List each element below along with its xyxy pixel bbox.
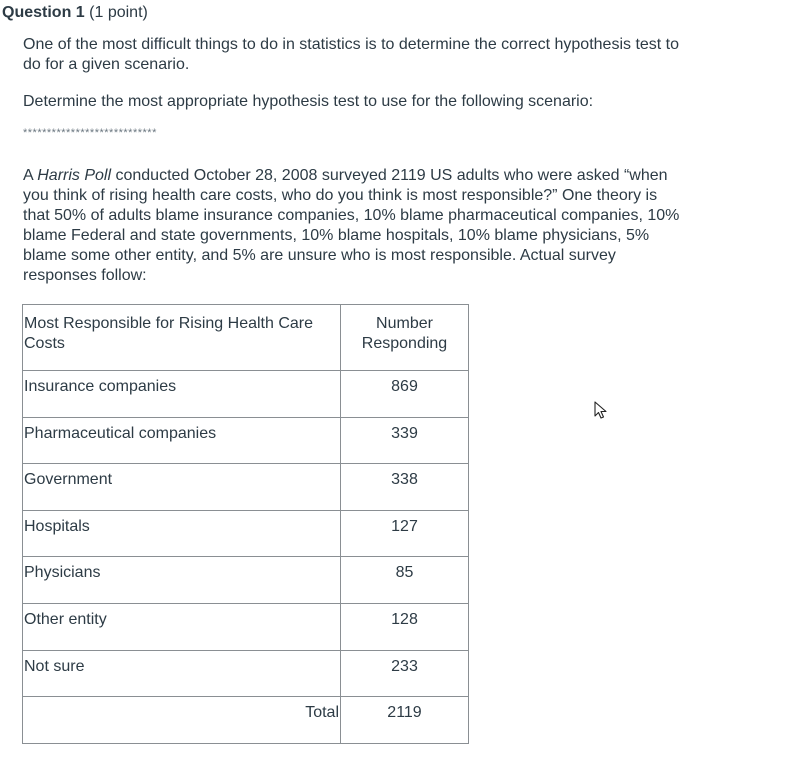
survey-responses-table (22, 304, 469, 744)
row-value: 85 (341, 557, 469, 604)
header-number: Number Responding (341, 305, 469, 371)
table-header-row (23, 305, 469, 371)
table-row (23, 510, 469, 557)
row-value: 339 (341, 417, 469, 464)
question-header (2, 4, 148, 22)
row-label: Pharmaceutical companies (23, 417, 341, 464)
scenario-prefix: A (23, 167, 38, 184)
table-total-row (23, 697, 469, 744)
table-row (23, 650, 469, 697)
scenario-text (23, 166, 683, 286)
row-label: Insurance companies (23, 371, 341, 418)
question-points: (1 point) (89, 4, 148, 21)
question-body (23, 35, 683, 286)
question-title: Question 1 (2, 4, 85, 21)
row-value: 869 (341, 371, 469, 418)
total-value: 2119 (341, 697, 469, 744)
instruction-text: Determine the most appropriate hypothesis test to use for the following scenario: (23, 93, 594, 110)
mouse-pointer-icon (594, 401, 610, 421)
row-value: 128 (341, 603, 469, 650)
table-row (23, 417, 469, 464)
row-label: Government (23, 464, 341, 511)
table-row (23, 371, 469, 418)
intro-text: One of the most difficult things to do in statistics is to determine the correct hypothesis test to do for a given scenario. (23, 36, 680, 73)
table-row (23, 464, 469, 511)
row-value: 127 (341, 510, 469, 557)
total-label: Total (23, 697, 341, 744)
table-row (23, 603, 469, 650)
row-label: Other entity (23, 603, 341, 650)
row-label: Physicians (23, 557, 341, 604)
header-responsible: Most Responsible for Rising Health Care Costs (23, 305, 341, 371)
row-value: 233 (341, 650, 469, 697)
table-row (23, 557, 469, 604)
row-label: Hospitals (23, 510, 341, 557)
scenario-poll-name: Harris Poll (37, 167, 112, 184)
row-value: 338 (341, 464, 469, 511)
separator: **************************** (23, 127, 157, 139)
scenario-description: conducted October 28, 2008 surveyed 2119 US adults who were asked “when you think of rising health care costs, who do you think is most responsible?” One theory is that 50% of adults blame insurance companies, 10% blame pharmaceutical companies, 10% blame Federal and state governments, 10% blame hospitals, 10% blame physicians, 5% blame some other entity, and 5% are unsure who is most responsible. Actual survey responses follow: (23, 167, 680, 284)
row-label: Not sure (23, 650, 341, 697)
